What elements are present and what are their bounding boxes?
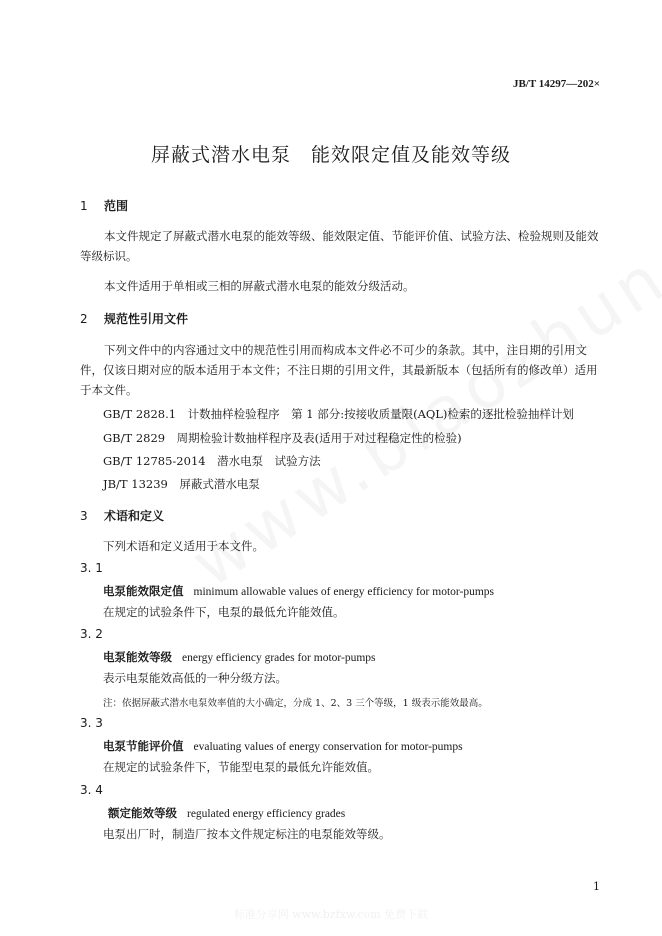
term-chinese: 电泵能效等级 (103, 650, 172, 664)
term-english: energy efficiency grades for motor-pumps (182, 652, 376, 664)
term-chinese: 电泵节能评价值 (103, 739, 184, 753)
term-note: 注：依据屏蔽式潜水电泵效率值的大小确定，分成 1、2、3 三个等级，1 级表示能效最高。 (103, 698, 488, 709)
document-title: 屏蔽式潜水电泵 能效限定值及能效等级 (150, 144, 511, 166)
section-2-heading (80, 310, 188, 327)
term-number: 3. 2 (80, 627, 103, 641)
term-heading (103, 738, 463, 754)
reference-item: GB/T 12785-2014 潜水电泵 试验方法 (103, 454, 321, 468)
term-number: 3. 4 (80, 783, 103, 797)
term-english: minimum allowable values of energy efficiency for motor-pumps (193, 586, 494, 598)
term-chinese: 电泵能效限定值 (103, 584, 184, 598)
term-definition: 表示电泵能效高低的一种分级方法。 (103, 671, 287, 685)
reference-item: JB/T 13239 屏蔽式潜水电泵 (103, 477, 260, 491)
section-title: 范围 (104, 199, 129, 213)
term-definition: 在规定的试验条件下，电泵的最低允许能效值。 (103, 605, 345, 619)
term-number: 3. 3 (80, 716, 103, 730)
term-english: regulated energy efficiency grades (187, 808, 346, 820)
term-heading (108, 805, 345, 821)
standard-number: JB/T 14297—202× (512, 78, 600, 90)
term-number: 3. 1 (80, 561, 103, 575)
section-3-heading (80, 507, 164, 524)
reference-item: GB/T 2828.1 计数抽样检验程序 第 1 部分:按接收质量限(AQL)检索的逐批检验抽样计划 (103, 407, 574, 421)
section-1-heading (80, 197, 128, 214)
footer-watermark: 标准分享网 www.bzfxw.com 免费下载 (233, 908, 429, 921)
scope-paragraph-1: 本文件规定了屏蔽式潜水电泵的能效等级、能效限定值、节能评价值、试验方法、检验规则及能效等级标识。 (80, 229, 599, 263)
term-definition: 电泵出厂时，制造厂按本文件规定标注的电泵能效等级。 (103, 827, 391, 841)
terms-intro: 下列术语和定义适用于本文件。 (103, 539, 264, 553)
term-definition: 在规定的试验条件下，节能型电泵的最低允许能效值。 (103, 760, 379, 774)
term-english: evaluating values of energy conservation for motor-pumps (193, 741, 463, 753)
section-number: 3 (80, 509, 88, 523)
term-heading (103, 649, 376, 665)
scope-paragraph-2: 本文件适用于单相或三相的屏蔽式潜水电泵的能效分级活动。 (104, 279, 415, 293)
section-title: 术语和定义 (104, 509, 165, 523)
term-chinese: 额定能效等级 (108, 806, 177, 820)
term-heading (103, 583, 494, 599)
page-number: 1 (593, 880, 600, 893)
section-title: 规范性引用文件 (104, 312, 189, 326)
normative-refs-paragraph: 下列文件中的内容通过文中的规范性引用而构成本文件必不可少的条款。其中，注日期的引用文件，仅该日期对应的版本适用于本文件；不注日期的引用文件，其最新版本（包括所有的修改单）适用于本文件。 (80, 343, 598, 397)
reference-item: GB/T 2829 周期检验计数抽样程序及表(适用于对过程稳定性的检验) (103, 431, 462, 445)
section-number: 2 (80, 312, 88, 326)
section-number: 1 (80, 199, 88, 213)
